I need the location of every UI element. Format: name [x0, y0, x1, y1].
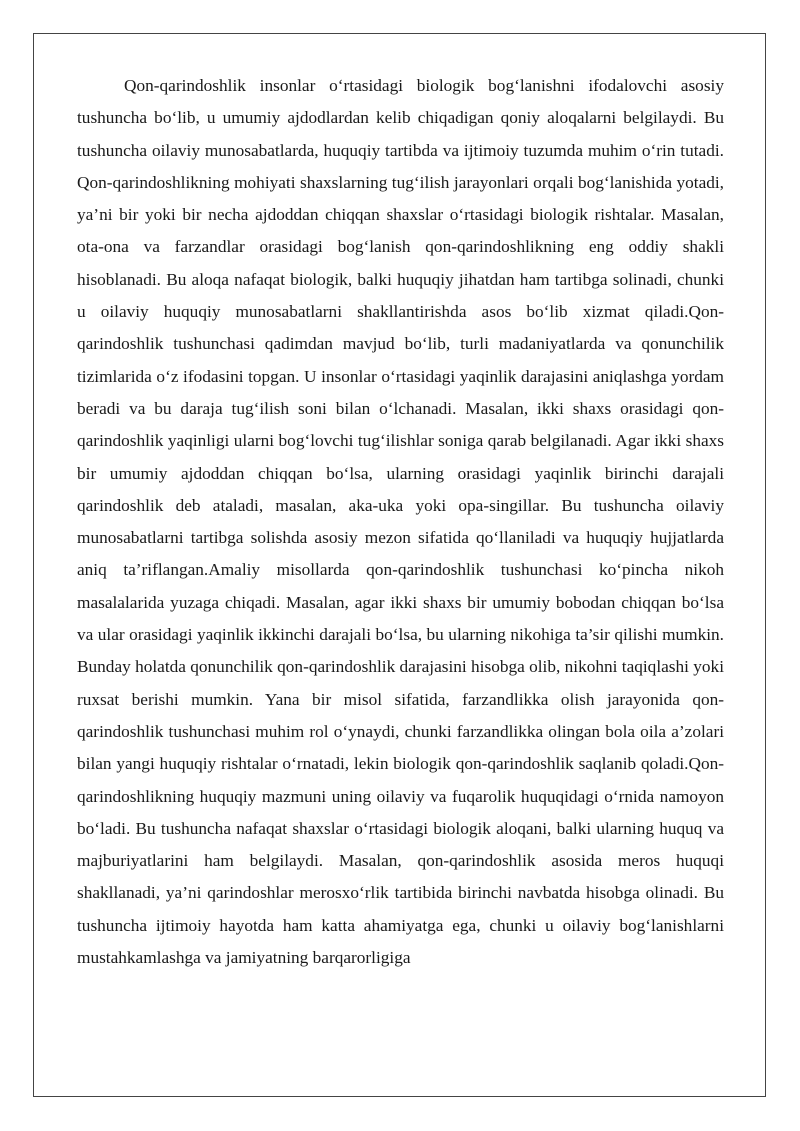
body-paragraph: Qon-qarindoshlik insonlar oʻrtasidagi biologik bogʻlanishni ifodalovchi asosiy tushuncha boʻlib, u umumiy ajdodlardan kelib chiqadigan qoniy aloqalarni belgilaydi. Bu tushuncha oilaviy munosabatlarda, huquqiy tartibda va ijtimoiy tuzumda muhim oʻrin tutadi. Qon-qarindoshlikning mohiyati shaxslarning tugʻilish jarayonlari orqali bogʻlanishida yotadi, ya’ni bir yoki bir necha ajdoddan chiqqan shaxslar oʻrtasidagi biologik rishtalar. Masalan, ota-ona va farzandlar orasidagi bogʻlanish qon-qarindoshlikning eng oddiy shakli hisoblanadi. Bu aloqa nafaqat biologik, balki huquqiy jihatdan ham tartibga solinadi, chunki u oilaviy huquqiy munosabatlarni shakllantirishda asos boʻlib xizmat qiladi.Qon-qarindoshlik tushunchasi qadimdan mavjud boʻlib, turli madaniyatlarda va qonunchilik tizimlarida oʻz ifodasini topgan. U insonlar oʻrtasidagi yaqinlik darajasini aniqlashga yordam beradi va bu daraja tugʻilish soni bilan oʻlchanadi. Masalan, ikki shaxs orasidagi qon-qarindoshlik yaqinligi ularni bogʻlovchi tugʻilishlar soniga qarab belgilanadi. Agar ikki shaxs bir umumiy ajdoddan chiqqan boʻlsa, ularning orasidagi yaqinlik birinchi darajali qarindoshlik deb ataladi, masalan, aka-uka yoki opa-singillar. Bu tushuncha oilaviy munosabatlarni tartibga solishda asosiy mezon sifatida qoʻllaniladi va huquqiy hujjatlarda aniq ta’riflangan.Amaliy misollarda qon-qarindoshlik tushunchasi koʻpincha nikoh masalalarida yuzaga chiqadi. Masalan, agar ikki shaxs bir umumiy bobodan chiqqan boʻlsa va ular orasidagi yaqinlik ikkinchi darajali boʻlsa, bu ularning nikohiga ta’sir qilishi mumkin. Bunday holatda qonunchilik qon-qarindoshlik darajasini hisobga olib, nikohni taqiqlashi yoki ruxsat berishi mumkin. Yana bir misol sifatida, farzandlikka olish jarayonida qon-qarindoshlik tushunchasi muhim rol oʻynaydi, chunki farzandlikka olingan bola oila a’zolari bilan yangi huquqiy rishtalar oʻrnatadi, lekin biologik qon-qarindoshlik saqlanib qoladi.Qon-qarindoshlikning huquqiy mazmuni uning oilaviy va fuqarolik huquqidagi oʻrnida namoyon boʻladi. Bu tushuncha nafaqat shaxslar oʻrtasidagi biologik aloqani, balki ularning huquq va majburiyatlarini ham belgilaydi. Masalan, qon-qarindoshlik asosida meros huquqi shakllanadi, ya’ni qarindoshlar merosxoʻrlik tartibida birinchi navbatda hisobga olinadi. Bu tushuncha ijtimoiy hayotda ham katta ahamiyatga ega, chunki u oilaviy bogʻlanishlarni mustahkamlashga va jamiyatning barqarorligiga — [77, 76, 725, 968]
